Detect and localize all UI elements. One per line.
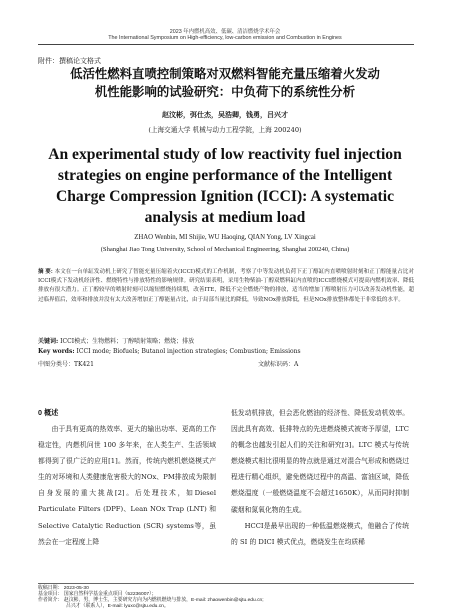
keywords-en — [38, 347, 414, 357]
abstract — [38, 268, 414, 305]
footnote-contact: 吕兴才（联系人），E-mail: lyuxc@sjtu.edu.cn。 — [66, 604, 169, 609]
body-paragraph: HCCI是最早出现的一种低温燃烧模式，他融合了传统的 SI 的 DICI 模式优点，燃烧发生在均质稀 — [231, 521, 409, 546]
header-rule — [38, 44, 414, 45]
body-paragraph: 低发动机排放，但会恶化燃油的经济性、降低发动机效率。因此具有高效、低排特点的先进燃烧模式被寄予厚望，LTC 的概念也越发引起人们的关注和研究[3]。LTC 模式与传统燃烧模式相比很明显的特点就是通过对混合气形成和燃烧过程进行精心组织，避免燃烧过程中的高温、富油区域，降低燃烧温度（一般燃烧温度不会超过1650K），从而同时抑制碳烟和氮氧化物的生成。 — [231, 409, 409, 514]
body-paragraph: 由于具有更高的热效率、更大的输出功率、更高的工作稳定性，内燃机问世 100 多年来，在人类生产、生活领域都得到了很广泛的应用[1]。然而，传统内燃机燃烧模式产生的对环境和人类健康危害极大的NOx、PM排放成为限制自身发展的重大挑战[2]。后处理技术，如Diesel Particulate Filters (DPF)、Lean NOx Trap (LNT) 和 Selective Catalytic Reduction (SCR) systems等，虽然会在一定程度上降 — [38, 425, 216, 546]
cn-title-line-1: 低活性燃料直喷控制策略对双燃料智能充量压缩着火发动 — [70, 67, 380, 81]
en-title-line-4: analysis at medium load — [144, 209, 306, 226]
cn-affiliation: (上海交通大学 机械与动力工程学院，上海 200240) — [148, 126, 302, 134]
document-code: 文献标识码：A — [258, 361, 299, 368]
conference-header-en: The International Symposium on High-efficiency, low-carbon emission and Combustion in Engines — [108, 35, 342, 41]
footnote-author: 作者简介： 赵汶彬，男，博士生，主要研究方向为内燃机燃烧与排放，E-mail: zhaowenbin@sjtu.edu.cn; — [38, 598, 264, 603]
clc-number: 中图分类号：TK421 — [38, 361, 94, 368]
section-heading: 0 概述 — [38, 408, 59, 417]
cn-title-line-2: 机性能影响的试验研究：中负荷下的系统性分析 — [94, 85, 356, 99]
keywords-cn-text: ICCI模式；生物燃料；丁醇喷射策略；燃烧；排放 — [60, 338, 195, 345]
en-authors: ZHAO Wenbin, MI Shijie, WU Haoqing, QIAN Yong, LV Xingcai — [134, 234, 316, 241]
keywords-cn — [38, 337, 414, 347]
en-title-line-2: strategies on engine performance of the Intelligent — [57, 167, 393, 184]
keywords-en-text: ICCI mode; Biofuels; Butanol injection strategies; Combustion; Emissions — [76, 348, 301, 355]
keywords-en-label: Key words: — [38, 348, 75, 355]
en-affiliation: (Shanghai Jiao Tong University, School of Mechanical Engineering, Shanghai 200240, China) — [100, 246, 350, 253]
attachment-note: 附件：撰稿论文格式 — [38, 58, 101, 65]
abstract-label: 摘 要: — [38, 269, 53, 275]
body-right-column — [231, 405, 409, 550]
body-left-column — [38, 421, 216, 550]
conference-header-cn: 2023 年内燃机高效、低碳、清洁燃烧学术年会 — [169, 29, 281, 35]
abstract-text: 本文在一台单缸发动机上研究了智能充量压缩着火(ICCI)模式的工作机制，考察了中等发动机负荷下正丁醇缸内直喷喷射时刻和正丁醇能量占比对ICCI模式下发动机经济性、燃烧特性与排放特性的影响规律。研究结果表明，采用生物柴油-丁醇双燃料缸内直喷的ICCI燃烧模式可提高内燃机效率、降低排放有很大潜力。正丁醇较早的喷射时刻可以缩短燃烧持续期，改善ITE，降低不完全燃烧产物的排放，适当的增加丁醇喷射压力可以改善发动机性能，超过临界值后，效率和排放并没有太大改善增加正丁醇能量占比，由于局部当量比的降低，导致NOx排放降低，但是NOx排放整体都处于非常低的水平。 — [38, 269, 414, 303]
keywords-cn-label: 关键词: — [38, 338, 59, 345]
footnote-fund: 基金项目： 国家自然科学基金重点项目（52236007）； — [38, 592, 157, 597]
en-title-line-3: Charge Compression Ignition (ICCI): A systematic — [55, 188, 394, 205]
en-title-line-1: An experimental study of low reactivity fuel injection — [48, 146, 402, 163]
footnote-received: 收稿日期： 2023-05-30 — [38, 586, 89, 591]
footnote-rule — [38, 583, 414, 584]
cn-authors: 赵汶彬，弭仕杰，吴浩卿，钱勇，吕兴才 — [162, 110, 288, 119]
